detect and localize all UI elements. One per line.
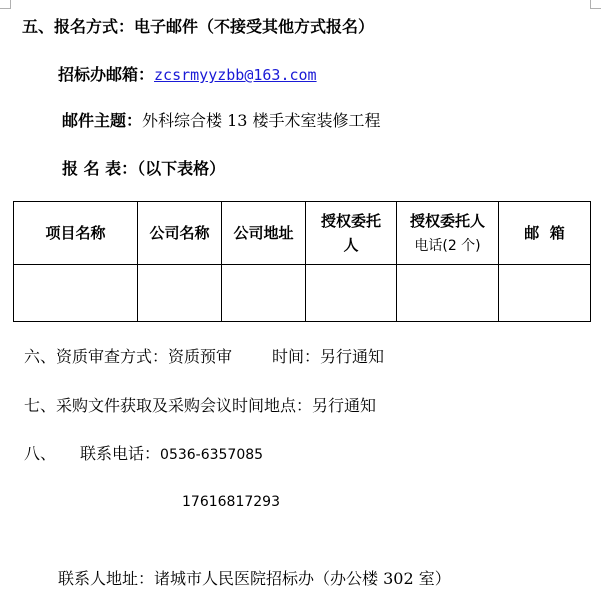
phone-label: 联系电话：	[80, 444, 161, 463]
email-link[interactable]: zcsrmyyzbb@163.com	[154, 66, 317, 84]
header-email: 邮 箱	[499, 202, 591, 265]
section6-row	[24, 347, 384, 367]
email-row	[58, 65, 317, 85]
section8-label: 八、	[24, 444, 57, 463]
section6-label: 六、资质审查方式：资质预审	[24, 347, 233, 366]
page-corner-mark	[0, 0, 11, 9]
table-cell[interactable]	[397, 265, 499, 322]
table-cell[interactable]	[14, 265, 138, 322]
subject-row	[62, 111, 381, 131]
header-project-name: 项目名称	[14, 202, 138, 265]
form-label: 报 名 表：（以下表格）	[62, 159, 226, 178]
email-label: 招标办邮箱：	[58, 65, 155, 84]
table-cell[interactable]	[138, 265, 222, 322]
header-company-name: 公司名称	[138, 202, 222, 265]
section8-row	[24, 444, 263, 465]
page-corner-mark	[590, 0, 601, 9]
header-authorized-phone: 授权委托人 电话(2 个)	[397, 202, 499, 265]
header-authorized-person: 授权委托 人	[306, 202, 397, 265]
table-cell[interactable]	[222, 265, 306, 322]
table-cell[interactable]	[306, 265, 397, 322]
section6-time: 时间：另行通知	[272, 347, 385, 366]
header-company-address: 公司地址	[222, 202, 306, 265]
table-row	[14, 265, 591, 322]
phone-number-2: 17616817293	[182, 494, 280, 510]
table-header-row	[14, 202, 591, 265]
subject-label: 邮件主题：	[62, 111, 143, 130]
section7-label: 七、采购文件获取及采购会议时间地点：另行通知	[24, 396, 377, 415]
phone-number-1: 0536-6357085	[160, 447, 264, 463]
table-cell[interactable]	[499, 265, 591, 322]
registration-table	[13, 201, 591, 322]
contact-address: 联系人地址：诸城市人民医院招标办（办公楼 302 室）	[58, 569, 451, 588]
subject-value: 外科综合楼 13 楼手术室装修工程	[142, 111, 381, 130]
section5-heading: 五、报名方式：电子邮件（不接受其他方式报名）	[22, 17, 375, 36]
